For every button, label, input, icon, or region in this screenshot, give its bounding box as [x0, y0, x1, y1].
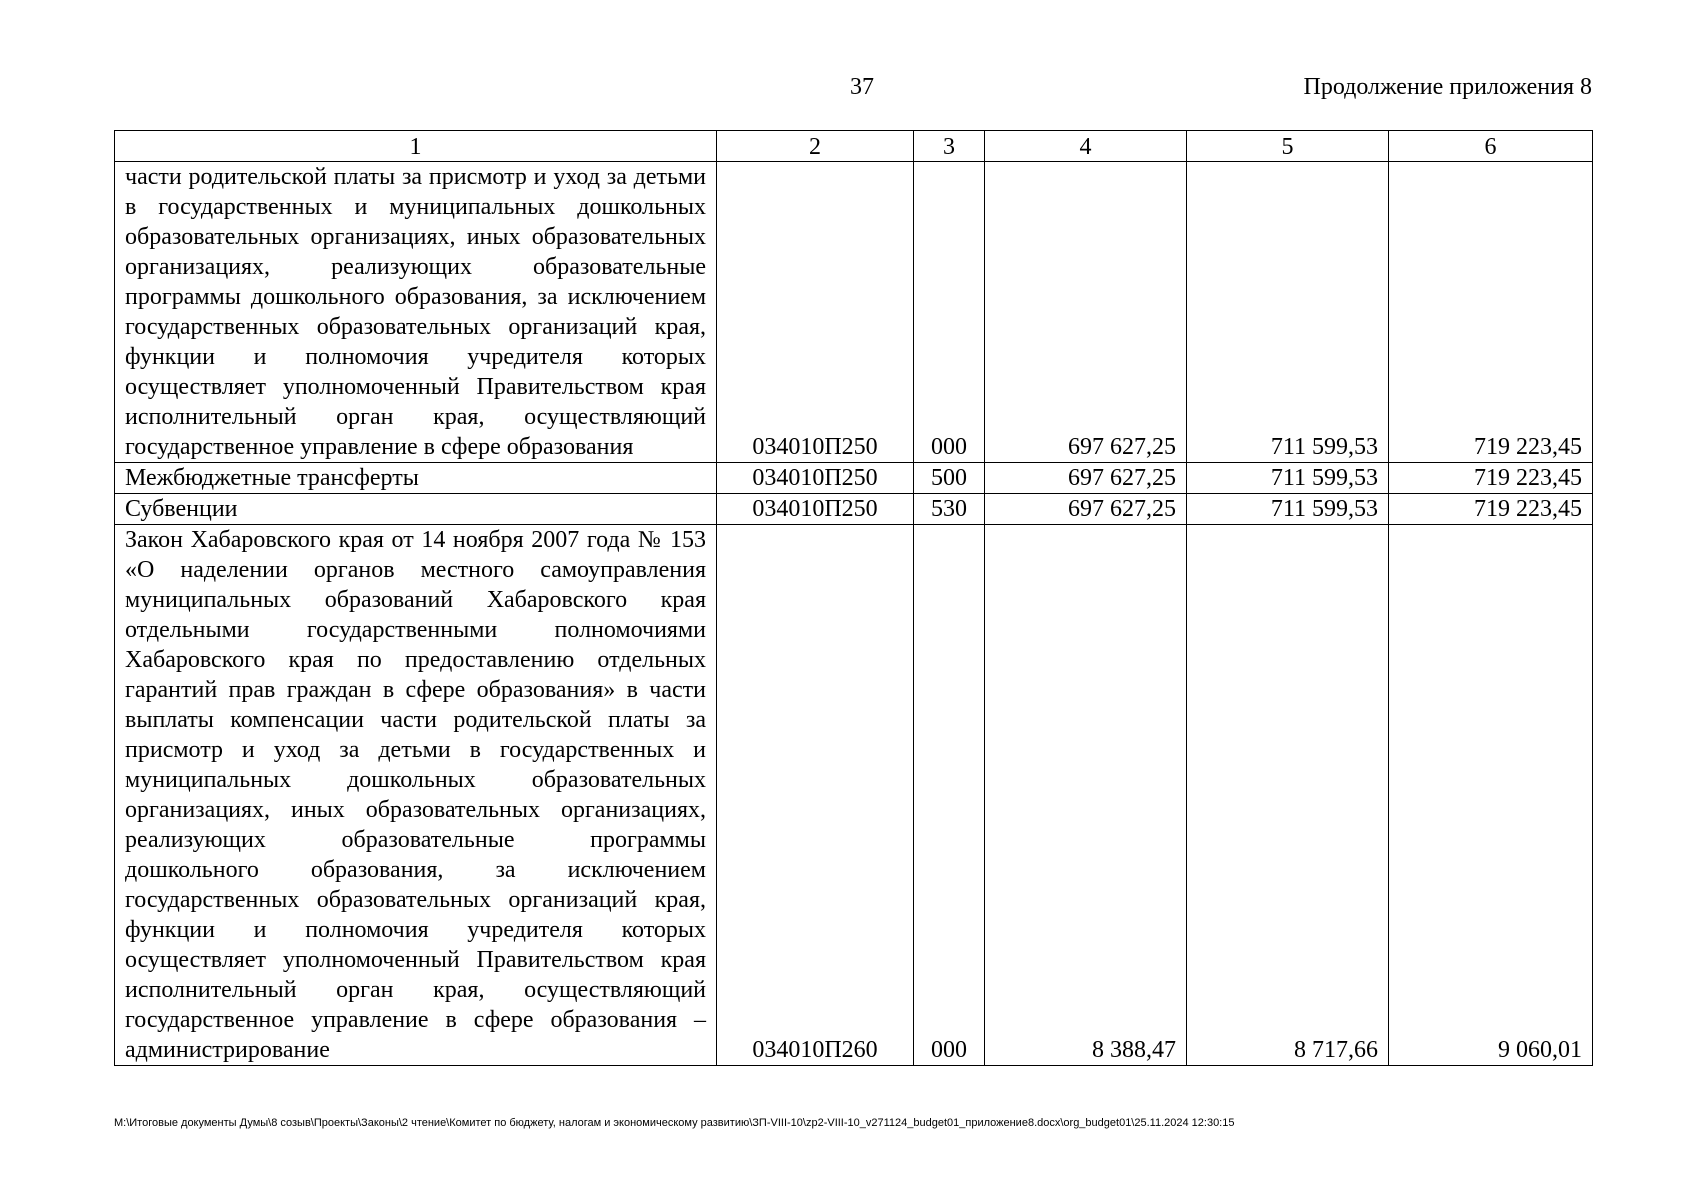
row-name: Субвенции — [115, 494, 717, 525]
row-target-code: 034010П250 — [717, 162, 914, 463]
column-header-2: 2 — [717, 131, 914, 162]
row-amount-year1: 697 627,25 — [985, 463, 1187, 494]
table-row — [115, 463, 1593, 494]
row-expense-type: 000 — [914, 162, 985, 463]
column-header-6: 6 — [1389, 131, 1593, 162]
table-row — [115, 494, 1593, 525]
column-header-5: 5 — [1187, 131, 1389, 162]
row-amount-year2: 711 599,53 — [1187, 463, 1389, 494]
table-header-row — [115, 131, 1593, 162]
row-amount-year1: 8 388,47 — [985, 525, 1187, 1066]
budget-table — [114, 130, 1593, 1066]
row-target-code: 034010П250 — [717, 463, 914, 494]
table-row — [115, 525, 1593, 1066]
column-header-1: 1 — [115, 131, 717, 162]
row-amount-year3: 9 060,01 — [1389, 525, 1593, 1066]
row-name: Закон Хабаровского края от 14 ноября 2007 года № 153 «О наделении органов местного самоуправления муниципальных образований Хабаровского края отдельными государственными полномочиями Хабаровского края по предоставлению отдельных гарантий прав граждан в сфере образования» в части выплаты компенсации части родительской платы за присмотр и уход за детьми в государственных и муниципальных дошкольных образовательных организациях, иных образовательных организациях, реализующих образовательные программы дошкольного образования, за исключением государственных образовательных организаций края, функции и полномочия учредителя которых осуществляет уполномоченный Правительством края исполнительный орган края, осуществляющий государственное управление в сфере образования – администрирование — [115, 525, 717, 1066]
row-target-code: 034010П260 — [717, 525, 914, 1066]
row-amount-year3: 719 223,45 — [1389, 162, 1593, 463]
page-number: 37 — [850, 74, 874, 100]
row-amount-year2: 711 599,53 — [1187, 494, 1389, 525]
row-expense-type: 530 — [914, 494, 985, 525]
row-expense-type: 500 — [914, 463, 985, 494]
row-name: части родительской платы за присмотр и уход за детьми в государственных и муниципальных дошкольных образовательных организациях, иных образовательных организациях, реализующих образовательные программы дошкольного образования, за исключением государственных образовательных организаций края, функции и полномочия учредителя которых осуществляет уполномоченный Правительством края исполнительный орган края, осуществляющий государственное управление в сфере образования — [115, 162, 717, 463]
row-expense-type: 000 — [914, 525, 985, 1066]
row-amount-year1: 697 627,25 — [985, 494, 1187, 525]
row-amount-year2: 711 599,53 — [1187, 162, 1389, 463]
file-path-footer: M:\Итоговые документы Думы\8 созыв\Проекты\Законы\2 чтение\Комитет по бюджету, налогам и экономическому развитию\ЗП-VIII-10\zp2-VIII-10_v271124_budget01_приложение8.docx\org_budget01\25.11.2024 12:30:15 — [114, 1117, 1235, 1129]
row-target-code: 034010П250 — [717, 494, 914, 525]
row-amount-year3: 719 223,45 — [1389, 463, 1593, 494]
row-amount-year2: 8 717,66 — [1187, 525, 1389, 1066]
table-row — [115, 162, 1593, 463]
column-header-3: 3 — [914, 131, 985, 162]
appendix-title: Продолжение приложения 8 — [1303, 74, 1592, 100]
row-amount-year3: 719 223,45 — [1389, 494, 1593, 525]
row-name: Межбюджетные трансферты — [115, 463, 717, 494]
row-amount-year1: 697 627,25 — [985, 162, 1187, 463]
column-header-4: 4 — [985, 131, 1187, 162]
